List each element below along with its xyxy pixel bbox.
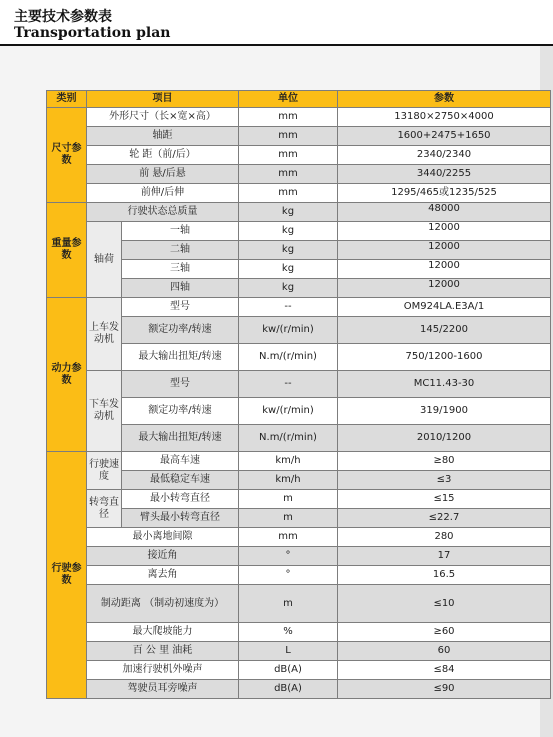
row-item: 制动距离 （制动初速度为） <box>87 585 239 623</box>
row-unit: m <box>239 585 338 623</box>
row-unit: mm <box>239 528 338 547</box>
row-value: 12000 <box>338 222 551 241</box>
row-item: 二轴 <box>122 241 239 260</box>
table-row <box>47 241 551 260</box>
row-unit: kw/(r/min) <box>239 398 338 425</box>
row-item: 离去角 <box>87 566 239 585</box>
row-item: 百 公 里 油耗 <box>87 642 239 661</box>
page-title-cn: 主要技术参数表 <box>14 9 112 25</box>
row-value: 60 <box>338 642 551 661</box>
category-size: 尺寸参数 <box>47 108 87 203</box>
subgroup-upper-engine: 上车发动机 <box>87 298 122 371</box>
row-value: 12000 <box>338 241 551 260</box>
row-item: 臂头最小转弯直径 <box>122 509 239 528</box>
row-value: 319/1900 <box>338 398 551 425</box>
row-item: 三轴 <box>122 260 239 279</box>
row-item: 轮 距（前/后） <box>87 146 239 165</box>
table-row <box>47 344 551 371</box>
header-item: 项目 <box>87 91 239 108</box>
row-item: 型号 <box>122 298 239 317</box>
table-row <box>47 425 551 452</box>
row-value: 1295/465或1235/525 <box>338 184 551 203</box>
table-row <box>47 279 551 298</box>
table-row <box>47 260 551 279</box>
row-unit: ° <box>239 566 338 585</box>
subgroup-axle-load: 轴荷 <box>87 222 122 298</box>
category-power: 动力参数 <box>47 298 87 452</box>
table-row <box>47 165 551 184</box>
table-row <box>47 222 551 241</box>
table-row <box>47 371 551 398</box>
row-item: 最低稳定车速 <box>122 471 239 490</box>
row-value: ≤22.7 <box>338 509 551 528</box>
row-item: 最大输出扭矩/转速 <box>122 344 239 371</box>
table-row <box>47 680 551 699</box>
table-row <box>47 317 551 344</box>
table-row <box>47 661 551 680</box>
row-unit: mm <box>239 184 338 203</box>
row-unit: kg <box>239 260 338 279</box>
row-unit: dB(A) <box>239 680 338 699</box>
header-unit: 单位 <box>239 91 338 108</box>
row-unit: mm <box>239 146 338 165</box>
row-unit: kg <box>239 203 338 222</box>
row-value: ≤84 <box>338 661 551 680</box>
table-row <box>47 146 551 165</box>
row-value: ≥60 <box>338 623 551 642</box>
row-item: 前伸/后伸 <box>87 184 239 203</box>
page-title-en: Transportation plan <box>14 25 171 41</box>
table-row <box>47 490 551 509</box>
subgroup-turning: 转弯直径 <box>87 490 122 528</box>
row-item: 外形尺寸（长×宽×高） <box>87 108 239 127</box>
row-unit: mm <box>239 108 338 127</box>
row-item: 驾驶员耳旁噪声 <box>87 680 239 699</box>
row-unit: -- <box>239 298 338 317</box>
row-item: 额定功率/转速 <box>122 317 239 344</box>
row-item: 行驶状态总质量 <box>87 203 239 222</box>
table-row <box>47 642 551 661</box>
table-row <box>47 298 551 317</box>
row-value: 17 <box>338 547 551 566</box>
row-item: 最小转弯直径 <box>122 490 239 509</box>
row-unit: km/h <box>239 471 338 490</box>
row-value: ≥80 <box>338 452 551 471</box>
row-value: 12000 <box>338 279 551 298</box>
row-unit: m <box>239 490 338 509</box>
row-item: 接近角 <box>87 547 239 566</box>
row-value: 16.5 <box>338 566 551 585</box>
table-row <box>47 398 551 425</box>
row-item: 四轴 <box>122 279 239 298</box>
row-item: 型号 <box>122 371 239 398</box>
subgroup-lower-engine: 下车发动机 <box>87 371 122 452</box>
row-value: 750/1200-1600 <box>338 344 551 371</box>
row-value: ≤90 <box>338 680 551 699</box>
row-unit: % <box>239 623 338 642</box>
table-row <box>47 547 551 566</box>
row-value: 2010/1200 <box>338 425 551 452</box>
table-row <box>47 127 551 146</box>
row-item: 最小离地间隙 <box>87 528 239 547</box>
row-unit: N.m/(r/min) <box>239 344 338 371</box>
table-row <box>47 108 551 127</box>
row-value: 12000 <box>338 260 551 279</box>
row-unit: km/h <box>239 452 338 471</box>
row-item: 最大爬坡能力 <box>87 623 239 642</box>
table-row <box>47 452 551 471</box>
row-unit: kg <box>239 279 338 298</box>
row-value: ≤10 <box>338 585 551 623</box>
row-unit: mm <box>239 165 338 184</box>
row-value: 48000 <box>338 203 551 222</box>
row-value: 3440/2255 <box>338 165 551 184</box>
table-header-row <box>47 91 551 108</box>
row-item: 加速行驶机外噪声 <box>87 661 239 680</box>
row-unit: mm <box>239 127 338 146</box>
category-driving: 行驶参数 <box>47 452 87 699</box>
header-value: 参数 <box>338 91 551 108</box>
row-value: ≤15 <box>338 490 551 509</box>
row-unit: -- <box>239 371 338 398</box>
row-unit: kw/(r/min) <box>239 317 338 344</box>
row-value: 13180×2750×4000 <box>338 108 551 127</box>
table-row <box>47 203 551 222</box>
table-row <box>47 528 551 547</box>
spec-table <box>46 90 551 699</box>
row-item: 一轴 <box>122 222 239 241</box>
row-item: 轴距 <box>87 127 239 146</box>
subgroup-speed: 行驶速度 <box>87 452 122 490</box>
table-row <box>47 623 551 642</box>
row-unit: N.m/(r/min) <box>239 425 338 452</box>
row-item: 前 悬/后悬 <box>87 165 239 184</box>
row-value: 2340/2340 <box>338 146 551 165</box>
row-unit: L <box>239 642 338 661</box>
table-row <box>47 585 551 623</box>
row-value: 1600+2475+1650 <box>338 127 551 146</box>
row-unit: kg <box>239 222 338 241</box>
row-item: 最大输出扭矩/转速 <box>122 425 239 452</box>
row-unit: kg <box>239 241 338 260</box>
row-value: MC11.43-30 <box>338 371 551 398</box>
row-value: ≤3 <box>338 471 551 490</box>
row-value: 145/2200 <box>338 317 551 344</box>
header-category: 类别 <box>47 91 87 108</box>
table-row <box>47 566 551 585</box>
row-unit: m <box>239 509 338 528</box>
row-unit: ° <box>239 547 338 566</box>
table-row <box>47 471 551 490</box>
category-weight: 重量参数 <box>47 203 87 298</box>
table-row <box>47 509 551 528</box>
row-unit: dB(A) <box>239 661 338 680</box>
table-row <box>47 184 551 203</box>
row-item: 额定功率/转速 <box>122 398 239 425</box>
row-value: OM924LA.E3A/1 <box>338 298 551 317</box>
row-item: 最高车速 <box>122 452 239 471</box>
row-value: 280 <box>338 528 551 547</box>
